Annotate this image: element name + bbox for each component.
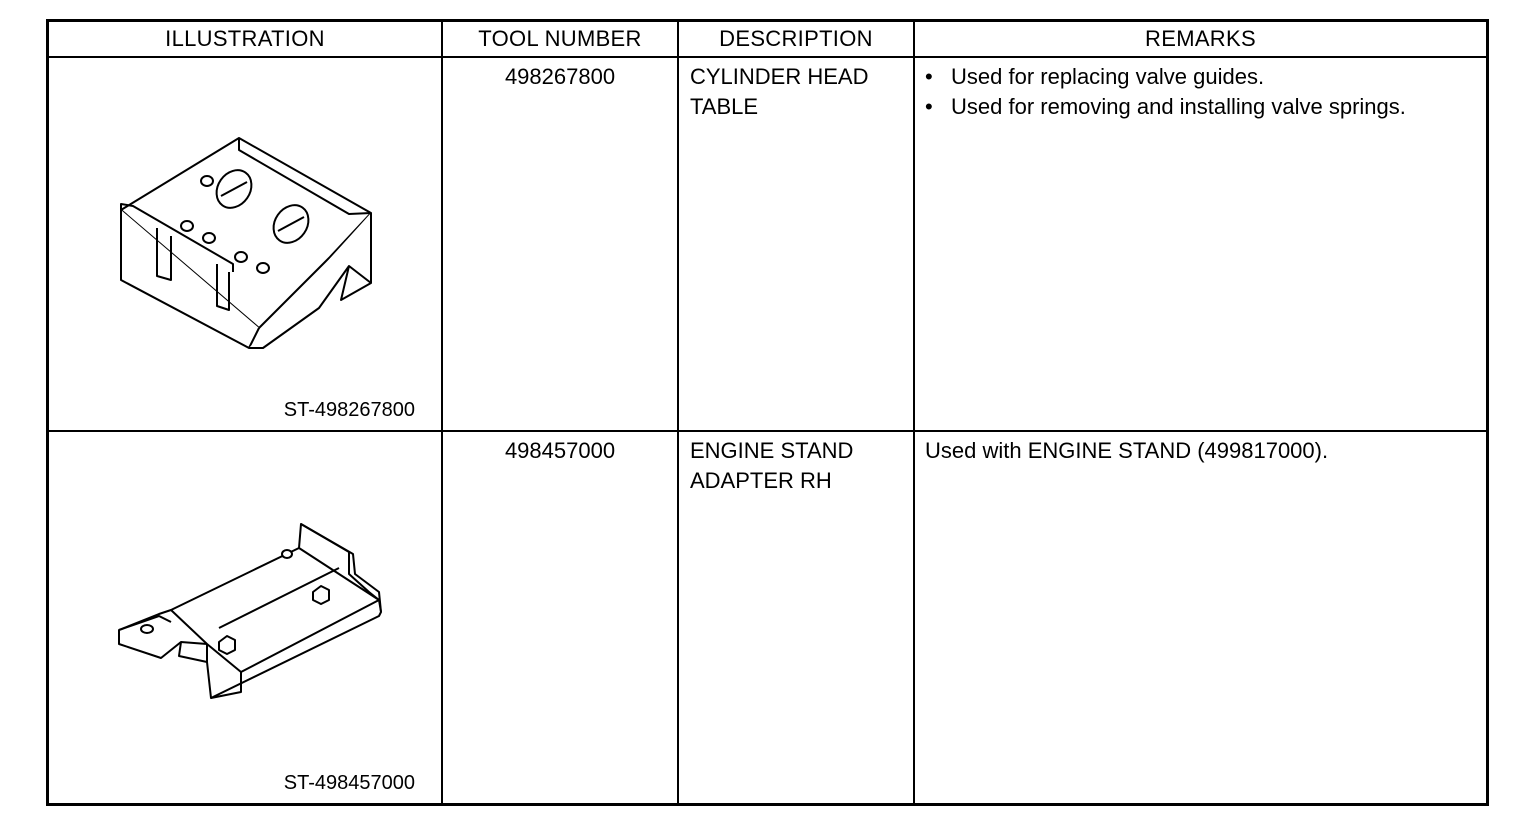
bullet-icon: •: [925, 64, 933, 89]
illustration-code-label: ST-498267800: [283, 399, 415, 421]
remark-item: [925, 92, 1486, 122]
remark-text: Used for removing and installing valve springs.: [951, 94, 1406, 119]
description-line: CYLINDER HEAD: [690, 64, 869, 89]
special-tools-table: [46, 19, 1489, 806]
remark-item: [925, 62, 1486, 92]
remark-text: Used with ENGINE STAND (499817000).: [925, 438, 1329, 463]
table-row-2-illustration: [49, 432, 443, 803]
illustration-code-label: ST-498457000: [283, 772, 415, 794]
table-row-1-illustration: [49, 58, 443, 432]
header-tool-number: TOOL NUMBER: [443, 22, 679, 58]
header-remarks: REMARKS: [915, 22, 1486, 58]
remark-text: Used for replacing valve guides.: [951, 64, 1265, 89]
description-line: TABLE: [690, 94, 759, 119]
description-cell: [679, 58, 915, 432]
description-line: ADAPTER RH: [690, 468, 832, 493]
header-illustration: ILLUSTRATION: [49, 22, 443, 58]
remarks-cell: [915, 58, 1486, 432]
cylinder-head-table-drawing: [49, 58, 441, 430]
description-line: ENGINE STAND: [690, 438, 854, 463]
header-description: DESCRIPTION: [679, 22, 915, 58]
remarks-cell: [915, 432, 1486, 803]
tool-number-cell: 498457000: [443, 432, 679, 803]
engine-stand-adapter-drawing: [49, 432, 441, 803]
description-cell: [679, 432, 915, 803]
bullet-icon: •: [925, 94, 933, 119]
remark-item: [925, 436, 1486, 466]
tool-number-cell: 498267800: [443, 58, 679, 432]
